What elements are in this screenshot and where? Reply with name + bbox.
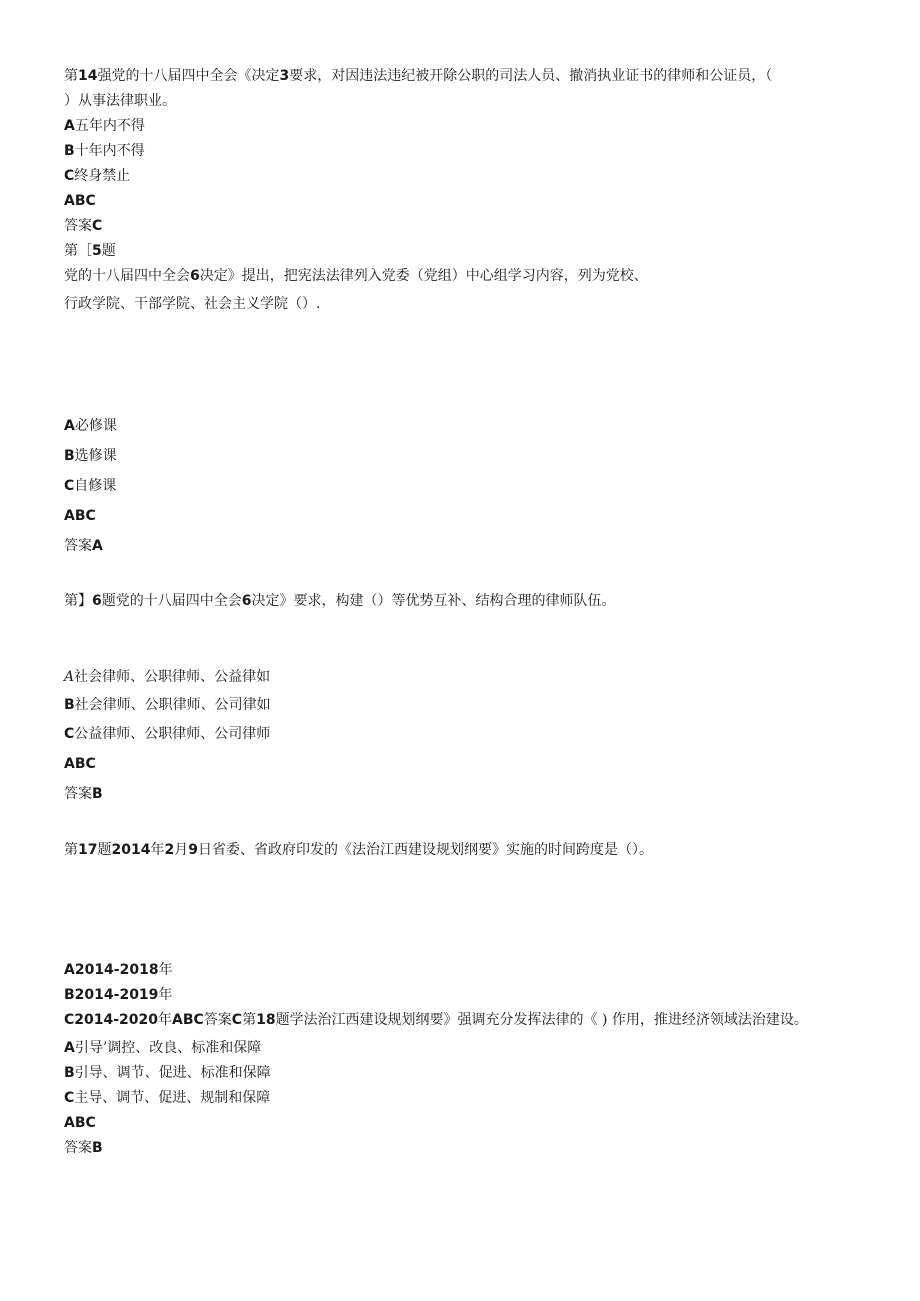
q17-option-c-and-q18-question: C2014-2020年ABC答案C第18题学法治江西建设规划纲要》强调充分发挥法律的《 ) 作用，推进经济领域法治建设。 <box>64 1012 808 1028</box>
q17-question: 第17题2014年2月9日省委、省政府印发的《法治江西建设规划纲要》实施的时间跨度是（）。 <box>64 842 653 858</box>
q15-abc: ABC <box>64 508 96 524</box>
q16-abc: ABC <box>64 756 96 772</box>
q15-answer: 答案A <box>64 538 103 554</box>
q17-option-b: B2014-2019年 <box>64 987 173 1003</box>
q18-option-b: B引导、调节、促进、标准和保障 <box>64 1065 271 1081</box>
q15-header: 第［5题 <box>64 243 116 259</box>
q18-abc: ABC <box>64 1115 96 1131</box>
q14-question-line2: ）从事法律职业。 <box>64 93 176 109</box>
q14-answer: 答案C <box>64 218 103 234</box>
q14-abc: ABC <box>64 193 96 209</box>
q16-option-c: C公益律师、公职律师、公司律师 <box>64 726 271 742</box>
q14-option-c: C终身禁止 <box>64 168 131 184</box>
q16-answer: 答案B <box>64 786 103 802</box>
q15-option-b: B选修课 <box>64 448 117 464</box>
q15-question-line1: 党的十八届四中全会6决定》提出，把宪法法律列入党委（党组）中心组学习内容，列为党校、 <box>64 268 648 284</box>
q14-question-line1: 第14强党的十八届四中全会《决定3要求，对因违法违纪被开除公职的司法人员、撤消执业证书的律师和公证员，（ <box>64 68 773 84</box>
q16-option-a: A社会律师、公职律师、公益律如 <box>64 669 271 685</box>
q17-option-a: A2014-2018年 <box>64 962 173 978</box>
q14-option-a: A五年内不得 <box>64 118 145 134</box>
q16-option-b: B社会律师、公职律师、公司律如 <box>64 697 271 713</box>
q14-option-b: B十年内不得 <box>64 143 145 159</box>
q16-question: 第】6题党的十八届四中全会6决定》要求，构建（）等优势互补、结构合理的律师队伍。 <box>64 593 616 609</box>
q15-option-c: C自修课 <box>64 478 117 494</box>
q18-answer: 答案B <box>64 1140 103 1156</box>
q15-question-line2: 行政学院、干部学院、社会主义学院（）. <box>64 296 321 312</box>
q15-option-a: A必修课 <box>64 418 117 434</box>
q18-option-c: C主导、调节、促进、规制和保障 <box>64 1090 271 1106</box>
q18-option-a: A引导’调控、改良、标准和保障 <box>64 1040 262 1056</box>
